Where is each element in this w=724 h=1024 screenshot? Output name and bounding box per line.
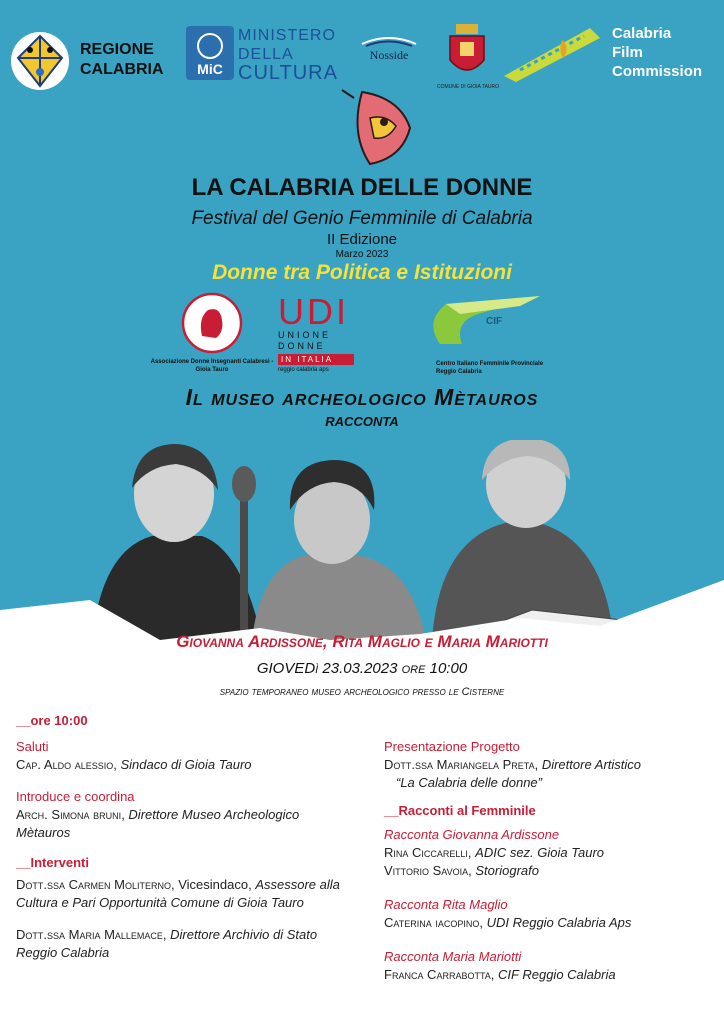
udi-italia: IN ITALIA (278, 354, 354, 365)
museum-title-line2: racconta (325, 410, 399, 431)
intro-line: Arch. Simona bruni, Direttore Museo Archeologico Mètauros (16, 807, 300, 840)
saluti-name: Cap. Aldo alessio (16, 757, 114, 772)
festival-boat-emblem (340, 88, 420, 168)
saluti-heading: Saluti (16, 739, 49, 754)
film-commission-label (612, 24, 702, 81)
r1-a-role: ADIC sez. Gioia Tauro (475, 845, 605, 860)
int1-desc: Assessore alla Cultura e Pari Opportunità Comune di Gioia Tauro (16, 877, 340, 910)
program-time: __ore 10:00 (16, 713, 88, 728)
presentazione-line: Dott.ssa Mariangela Preta, Direttore Artistico (384, 757, 642, 772)
saluti-role: Sindaco di Gioia Tauro (120, 757, 252, 772)
program-left-column (16, 712, 356, 962)
r1-b-name: Vittorio Savoia (384, 863, 469, 878)
program-right-column (384, 738, 714, 984)
white-wave-divider (0, 560, 724, 640)
ministero-line2: DELLA (238, 46, 294, 63)
cif-caption: Centro Italiano Femminile Provinciale Reggio Calabria (436, 361, 544, 375)
r2-a-role: UDI Reggio Calabria Aps (486, 915, 632, 930)
film-commission-line2: Film (612, 44, 643, 61)
cif-letters: CIF (486, 316, 503, 327)
pres-title: “La Calabria delle donne” (396, 775, 542, 790)
saluti-line: Cap. Aldo alessio, Sindaco di Gioia Tauro (16, 757, 252, 772)
adic-caption: Associazione Donne Insegnanti Calabresi - Gioia Tauro (150, 359, 274, 373)
pres-role: Direttore Artistico (541, 757, 642, 772)
int2-name: Dott.ssa Maria Mallemace (16, 927, 163, 942)
festival-title: LA CALABRIA DELLE DONNE (191, 174, 533, 201)
event-place: spazio temporaneo museo archeologico presso le Cisterne (219, 686, 505, 698)
intro-heading: Introduce e coordina (16, 789, 135, 804)
r2-line-a: Caterina iacopino, UDI Reggio Calabria Aps (384, 915, 632, 930)
festival-subtitle: Festival del Genio Femminile di Calabria (191, 208, 533, 229)
event-speakers: Giovanna Ardissone, Rita Maglio e Maria Mariotti (176, 632, 548, 651)
museum-title-line1: Il museo archeologico Mètauros (185, 384, 539, 410)
r3-a-name: Franca Carrabotta (384, 967, 491, 982)
r1-line-b: Vittorio Savoia, Storiografo (384, 863, 539, 878)
nosside-logo (352, 32, 426, 66)
r3-line-a: Franca Carrabotta, CIF Reggio Calabria (384, 967, 616, 982)
film-commission-logo (500, 24, 604, 84)
event-datetime: GIOVEDì 23.03.2023 ore 10:00 (256, 660, 468, 677)
racconti-heading: __Racconti al Femminile (384, 803, 536, 818)
comune-gioia-tauro-crest (442, 22, 492, 82)
intro-name: Arch. Simona bruni (16, 807, 122, 822)
udi-logo (278, 291, 360, 373)
intro-role: Direttore Museo Archeologico Mètauros (16, 807, 300, 840)
racconto-2-heading: Racconta Rita Maglio (384, 897, 508, 912)
regione-calabria-shield-logo (10, 28, 70, 94)
int1-role: Vicesindaco (178, 877, 249, 892)
film-commission-line3: Commission (612, 63, 703, 80)
intervento-1: Dott.ssa Carmen Moliterno, Vicesindaco, Assessore alla Cultura e Pari Opportunità Comune di Gioia Tauro (16, 877, 340, 910)
pres-name: Dott.ssa Mariangela Preta (384, 757, 535, 772)
nosside-label: Nosside (369, 48, 409, 62)
r1-b-role: Storiografo (475, 863, 539, 878)
festival-theme: Donne tra Politica e Istituzioni (212, 261, 512, 284)
udi-sub: reggio calabria aps (278, 367, 329, 373)
ministero-line1: MINISTERO (238, 27, 336, 44)
r3-a-role: CIF Reggio Calabria (498, 967, 616, 982)
r1-a-name: Rina Ciccarelli (384, 845, 468, 860)
interventi-heading: __Interventi (16, 855, 89, 870)
int1-name: Dott.ssa Carmen Moliterno (16, 877, 171, 892)
presentazione-heading: Presentazione Progetto (384, 739, 520, 754)
adic-logo (164, 292, 260, 354)
racconto-1-heading: Racconta Giovanna Ardissone (384, 827, 560, 842)
int2-desc: Direttore Archivio di Stato Reggio Calabria (16, 927, 318, 960)
svg-text:MiC: MiC (197, 61, 223, 77)
cif-logo (420, 292, 560, 354)
festival-edition: II Edizione (326, 231, 398, 248)
ministero-cultura-emblem (186, 26, 234, 80)
intervento-2: Dott.ssa Maria Mallemace, Direttore Archivio di Stato Reggio Calabria (16, 927, 318, 960)
ministero-cultura-label (238, 26, 338, 83)
regione-calabria-label: REGIONE CALABRIA (80, 41, 164, 78)
udi-letters: UDI (278, 291, 349, 332)
festival-date: Marzo 2023 (335, 249, 389, 260)
racconto-3-heading: Racconta Maria Mariotti (384, 949, 522, 964)
udi-line: UNIONE DONNE (278, 330, 332, 351)
r2-a-name: Caterina iacopino (384, 915, 480, 930)
film-commission-line1: Calabria (612, 25, 672, 42)
r1-line-a: Rina Ciccarelli, ADIC sez. Gioia Tauro (384, 845, 605, 860)
ministero-line3: CULTURA (238, 62, 338, 84)
comune-label: COMUNE DI GIOIA TAURO (436, 84, 500, 90)
